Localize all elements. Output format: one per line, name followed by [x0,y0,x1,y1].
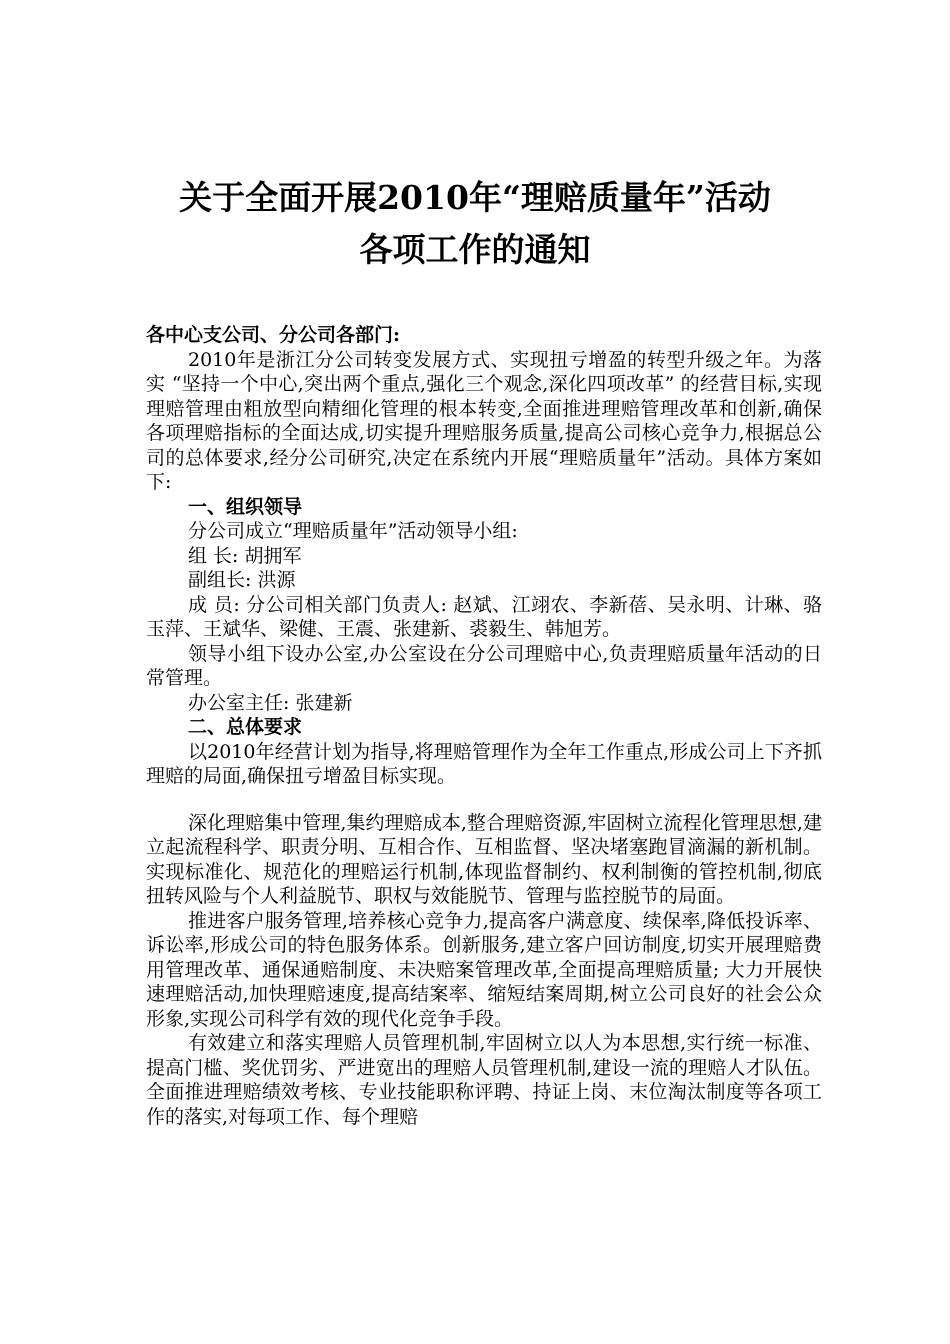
document-title-line-2: 各项工作的通知 [359,230,591,269]
salutation: 各中心支公司、分公司各部门: [146,324,401,346]
document-title-line-1: 关于全面开展2010年“理赔质量年”活动 [179,178,771,217]
section-1-deputy: 副组长: 洪源 [188,569,296,591]
section-1-members: 成 员: 分公司相关部门负责人: 赵斌、江翊农、李新蓓、吴永明、计琳、骆玉萍、王斌华、梁健、王震、张建新、裘毅生、韩旭芳。 [146,593,822,640]
section-1-leader: 组 长: 胡拥军 [188,544,302,567]
section-2-paragraph-4: 有效建立和落实理赔人员管理机制,牢固树立以人为本思想,实行统一标准、提高门槛、奖优罚劣、严进宽出的理赔人员管理机制,建设一流的理赔人才队伍。全面推进理赔绩效考核、专业技能职称评聘、持证上岗、末位淘汰制度等各项工作的落实,对每项工作、每个理赔 [146,1032,822,1128]
intro-paragraph: 2010年是浙江分公司转变发展方式、实现扭亏增盈的转型升级之年。为落实 “坚持一个中心,突出两个重点,强化三个观念,深化四项改革” 的经营目标,实现理赔管理由粗放型向精细化管理的根本转变,全面推进理赔管理改革和创新,确保各项理赔指标的全面达成,切实提升理赔服务质量,提高公司核心竞争力,根据总公司的总体要求,经分公司研究,决定在系统内开展“理赔质量年”活动。具体方案如下: [146,348,822,493]
section-1-heading: 一、组织领导 [188,495,303,518]
section-2-heading: 二、总体要求 [188,716,303,738]
section-2-paragraph-3: 推进客户服务管理,培养核心竞争力,提高客户满意度、续保率,降低投诉率、诉讼率,形成公司的特色服务体系。创新服务,建立客户回访制度,切实开展理赔费用管理改革、通保通赔制度、未决赔案管理改革,全面提高理赔质量; 大力开展快速理赔活动,加快理赔速度,提高结案率、缩短结案周期,树立公司良好的社会公众形象,实现公司科学有效的现代化竞争手段。 [146,909,822,1030]
section-1-line-1: 分公司成立“理赔质量年”活动领导小组: [188,520,518,542]
section-1-director: 办公室主任: 张建新 [188,691,353,714]
section-1-office: 领导小组下设办公室,办公室设在分公司理赔中心,负责理赔质量年活动的日常管理。 [146,642,822,689]
section-2-paragraph-1: 以2010年经营计划为指导,将理赔管理作为全年工作重点,形成公司上下齐抓理赔的局面,确保扭亏增盈目标实现。 [146,740,822,787]
section-2-paragraph-2: 深化理赔集中管理,集约理赔成本,整合理赔资源,牢固树立流程化管理思想,建立起流程科学、职责分明、互相合作、互相监督、坚决堵塞跑冒滴漏的新机制。实现标准化、规范化的理赔运行机制,体现监督制约、权利制衡的管控机制,彻底扭转风险与个人利益脱节、职权与效能脱节、管理与监控脱节的局面。 [146,811,822,907]
document-body [146,323,822,1129]
